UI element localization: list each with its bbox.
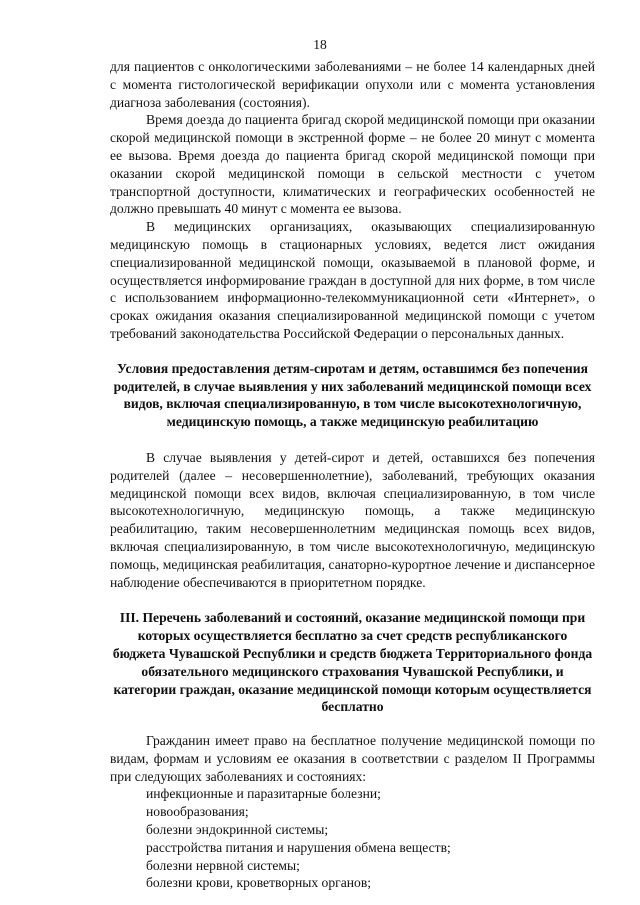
heading-section-3: III. Перечень заболеваний и состояний, оказание медицинской помощи при которых осуществляется бесплатно за счет средств республиканского бюджета Чувашской Республики и средств бюджета Территориального фонда обязательного медицинского страхования Чувашской Республики, и категории граждан, оказание медицинской помощи которым осуществляется бесплатно bbox=[112, 610, 593, 715]
heading-orphans-conditions: Условия предоставления детям-сиротам и детям, оставшимся без попечения родителей, в случае выявления у них заболеваний медицинской помощи всех видов, включая специализированную, в том числе высокотехнологичную, медицинскую помощь, а также медицинскую реабилитацию bbox=[113, 360, 592, 430]
paragraph-orphans: В случае выявления у детей-сирот и детей, оставшихся без попечения родителей (далее – несовершеннолетние), заболеваний, требующих оказания медицинской помощи всех видов, включая специализированную, в том числе высокотехнологичную, медицинскую помощь, а также медицинскую реабилитацию, таким несовершеннолетним медицинская помощь всех видов, включая специализированную, в том числе высокотехнологичную, медицинскую помощь, медицинская реабилитация, санаторно-курортное лечение и диспансерное наблюдение обеспечиваются в приоритетном порядке. bbox=[110, 449, 595, 590]
paragraph-ambulance-time: Время доезда до пациента бригад скорой медицинской помощи при оказании скорой медицинской помощи в экстренной форме – не более 20 минут с момента ее вызова. Время доезда до пациента бригад скорой медицинской помощи при оказании скорой медицинской помощи в сельской местности с учетом транспортной доступности, климатических и географических особенностей не должно превышать 40 минут с момента ее вызова. bbox=[110, 112, 595, 217]
disease-list bbox=[110, 785, 595, 892]
paragraph-citizen-rights: Гражданин имеет право на бесплатное получение медицинской помощи по видам, формам и условиям ее оказания в соответствии с разделом II Программы при следующих заболеваниях и состояниях: bbox=[110, 733, 595, 784]
list-item: расстройства питания и нарушения обмена веществ; bbox=[146, 839, 451, 855]
document-body bbox=[110, 58, 595, 892]
list-item: болезни эндокринной системы; bbox=[146, 822, 329, 838]
paragraph-continuation: для пациентов с онкологическими заболеваниями – не более 14 календарных дней с момента гистологической верификации опухоли или с момента установления диагноза заболевания (состояния). bbox=[110, 59, 595, 110]
list-item: инфекционные и паразитарные болезни; bbox=[146, 786, 381, 802]
paragraph-waiting-list: В медицинских организациях, оказывающих специализированную медицинскую помощь в стационарных условиях, ведется лист ожидания специализированной медицинской помощи, оказываемой в плановой форме, и осуществляется информирование граждан в доступной для них форме, в том числе с использованием информационно-телекоммуникационной сети «Интернет», о сроках ожидания оказания специализированной медицинской помощи с учетом требований законодательства Российской Федерации о персональных данных. bbox=[110, 219, 595, 341]
list-item: новообразования; bbox=[146, 804, 249, 820]
list-item: болезни нервной системы; bbox=[146, 857, 300, 873]
page-number: 18 bbox=[313, 37, 327, 52]
list-item: болезни крови, кроветворных органов; bbox=[146, 875, 372, 891]
